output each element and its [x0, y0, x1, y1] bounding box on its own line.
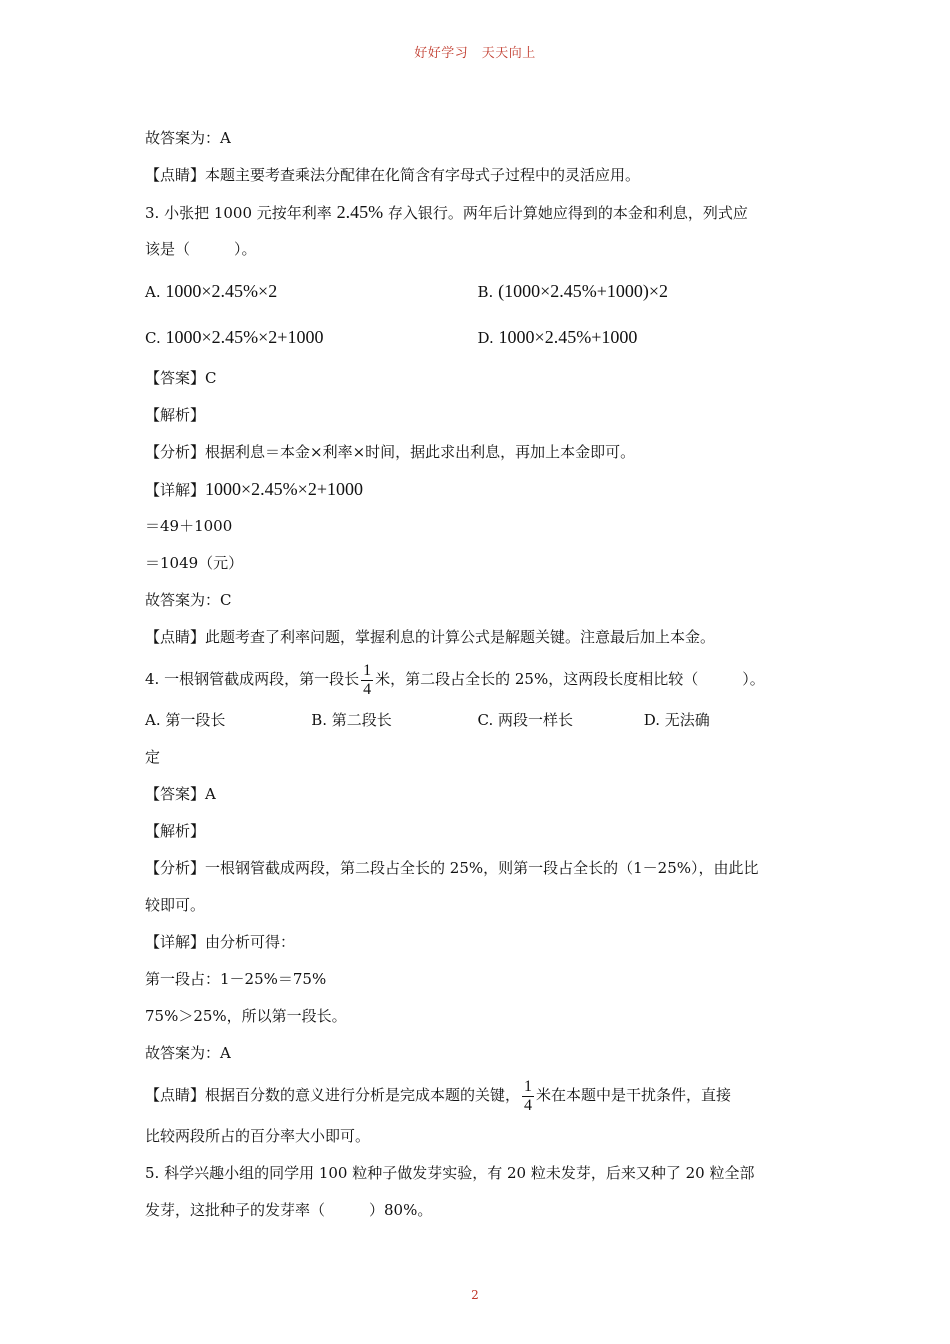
q3-options-row1 — [145, 268, 810, 314]
q3-step2: ＝1049（元） — [145, 554, 244, 572]
q4-stem-c: ）。 — [742, 670, 765, 688]
q3-stem-line2 — [145, 231, 810, 268]
q5-stem-line1: 5. 科学兴趣小组的同学用 100 粒种子做发芽实验，有 20 粒未发芽，后来又种了 20 粒全部 — [145, 1164, 755, 1182]
q3-fenxi: 【分析】根据利息＝本金×利率×时间，据此求出利息，再加上本金即可。 — [145, 443, 636, 461]
q4-stem-b: 米，第二段占全长的 25%，这两段长度相比较（ — [375, 670, 699, 688]
q3-xiangjie — [145, 471, 810, 508]
q3-stem-b: 存入银行。两年后计算她应得到的本金和利息，列式应 — [387, 204, 748, 222]
q3-stem-c1: 该是（ — [145, 240, 191, 258]
q4-jiexi: 【解析】 — [145, 822, 206, 840]
q4-options — [145, 702, 810, 739]
q4-stem-a: 4. 一根钢管截成两段，第一段长 — [145, 670, 360, 688]
q4-option-c: C. 两段一样长 — [477, 711, 573, 729]
q4-comment-fraction — [522, 1078, 534, 1115]
q3-option-d-label: D. — [477, 329, 494, 347]
q3-xiangjie-label: 【详解】 — [145, 481, 206, 499]
q4-xiangjie: 【详解】由分析可得： — [145, 933, 296, 951]
q4-stem — [145, 656, 810, 702]
q4-comment-line2: 比较两段所占的百分率大小即可。 — [145, 1127, 371, 1145]
q3-step1: ＝49＋1000 — [145, 517, 233, 535]
q3-jiexi: 【解析】 — [145, 406, 206, 424]
q3-option-c-expr: 1000×2.45%×2+1000 — [165, 327, 324, 347]
page-header: 好好学习 天天向上 — [414, 46, 536, 61]
q3-options-row2 — [145, 314, 810, 360]
q4-option-b: B. 第二段长 — [311, 711, 392, 729]
q3-option-a-expr: 1000×2.45%×2 — [165, 281, 278, 301]
q3-option-a — [145, 268, 478, 314]
q4-fenxi-1: 【分析】一根钢管截成两段，第二段占全长的 25%，则第一段占全长的（1－25%），由此比 — [145, 859, 759, 877]
page-number: 2 — [471, 1288, 479, 1302]
q3-option-d — [478, 314, 811, 360]
q4-comment-a: 【点睛】根据百分数的意义进行分析是完成本题的关键， — [145, 1086, 521, 1104]
q3-stem-c2: ）。 — [234, 240, 257, 258]
q3-option-b — [478, 268, 811, 314]
q3-option-b-label: B. — [477, 283, 494, 301]
q4-comment-line1 — [145, 1072, 810, 1118]
q5-stem-line2 — [145, 1192, 810, 1229]
q4-option-d: D. 无法确 — [643, 711, 710, 729]
q4-comment-frac-num: 1 — [524, 1077, 533, 1095]
q3-option-a-label: A. — [145, 283, 161, 301]
q3-option-b-expr: (1000×2.45%+1000)×2 — [498, 281, 669, 301]
q4-comment-b: 米在本题中是干扰条件，直接 — [536, 1086, 732, 1104]
q3-answer: 【答案】C — [145, 369, 217, 387]
q3-option-c-label: C. — [145, 329, 161, 347]
q4-frac-den: 4 — [363, 680, 372, 698]
q3-stem-a: 3. 小张把 1000 元按年利率 — [145, 204, 332, 222]
q3-option-c — [145, 314, 478, 360]
q4-answer: 【答案】A — [145, 785, 216, 803]
q5-stem-2a: 发芽，这批种子的发芽率（ — [145, 1201, 326, 1219]
q3-stem-rate: 2.45% — [336, 202, 384, 222]
q4-option-d-wrap: 定 — [145, 748, 161, 766]
q3-stem-line1 — [145, 194, 810, 231]
q4-frac-num: 1 — [363, 661, 372, 679]
q4-fenxi-2: 较即可。 — [145, 896, 206, 914]
q4-final: 故答案为：A — [145, 1044, 231, 1062]
q3-final: 故答案为：C — [145, 591, 232, 609]
q3-option-d-expr: 1000×2.45%+1000 — [498, 327, 638, 347]
q3-comment: 【点睛】此题考查了利率问题，掌握利息的计算公式是解题关键。注意最后加上本金。 — [145, 628, 716, 646]
q4-step2: 75%＞25%，所以第一段长。 — [145, 1007, 347, 1025]
q5-stem-2b: ）80%。 — [369, 1201, 433, 1219]
q2-comment: 【点睛】本题主要考查乘法分配律在化简含有字母式子过程中的灵活应用。 — [145, 166, 641, 184]
q4-fraction — [361, 662, 373, 699]
q2-answer-line: 故答案为：A — [145, 129, 231, 147]
q3-xiangjie-expr: 1000×2.45%×2+1000 — [205, 479, 363, 499]
document-body — [145, 120, 810, 1229]
q4-option-a: A. 第一段长 — [145, 711, 226, 729]
q4-comment-frac-den: 4 — [524, 1096, 533, 1114]
q4-step1: 第一段占：1－25%＝75% — [145, 970, 327, 988]
